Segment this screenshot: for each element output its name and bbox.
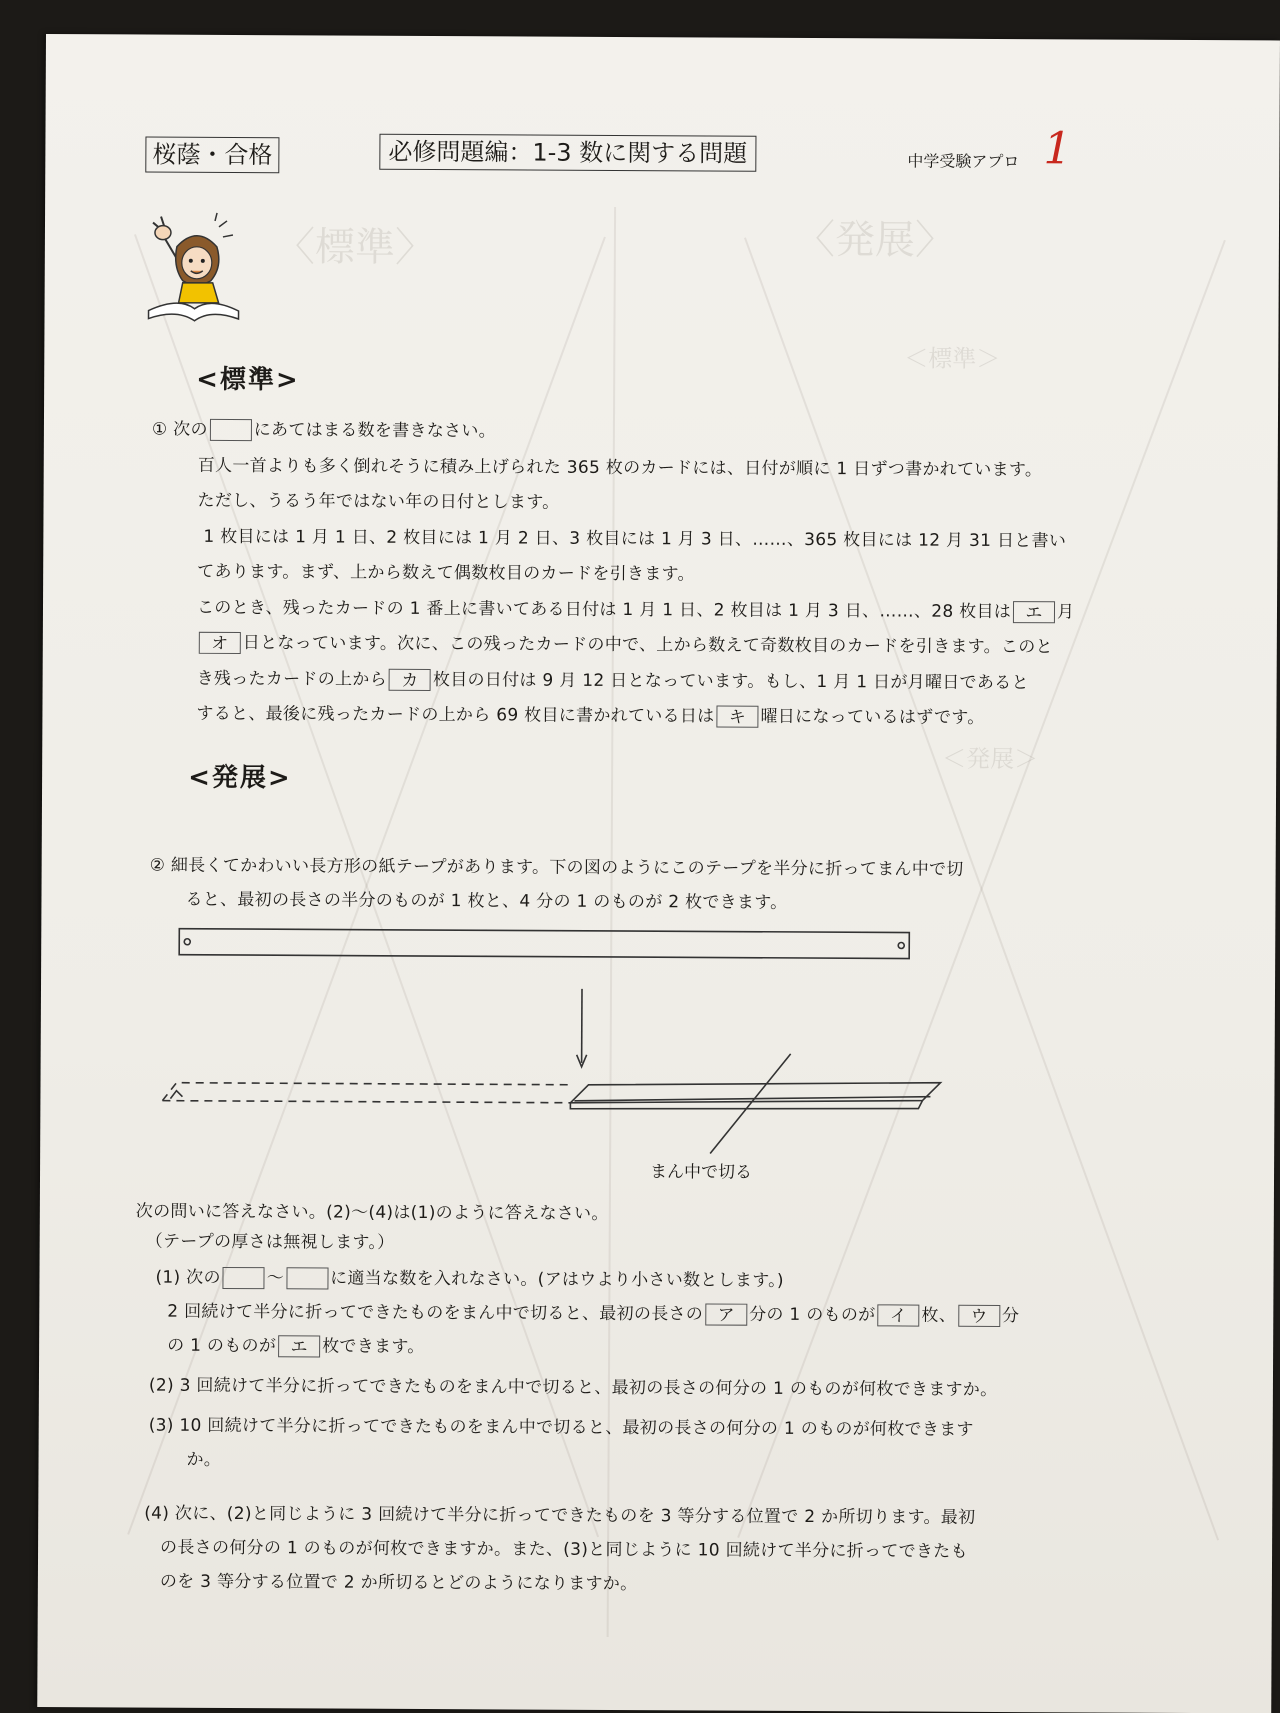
worksheet-page — [37, 34, 1280, 1713]
show-through-text: ＜発展＞ — [942, 739, 1038, 775]
answer-blank[interactable]: エ — [278, 1335, 320, 1357]
text-line — [197, 561, 695, 586]
text-line — [149, 1375, 998, 1401]
page-number: 1 — [1043, 123, 1071, 174]
show-through-text: ＜標準＞ — [904, 338, 1000, 374]
text-segment: 月 — [1057, 602, 1074, 622]
text-segment: き残ったカードの上から — [197, 668, 387, 689]
text-segment: 分の 1 のものが — [749, 1305, 875, 1326]
text-segment: 次の問いに答えなさい。(2)～(4)は(1)のように答えなさい。 — [136, 1201, 609, 1223]
text-segment: 日となっています。次に、この残ったカードの中で、上から数えて奇数枚目のカードを引きます。このと — [243, 633, 1053, 657]
text-line — [155, 1267, 784, 1292]
text-segment: (4) 次に、(2)と同じように 3 回続けて半分に折ってできたものを 3 等分する位置で 2 か所切ります。最初 — [144, 1504, 975, 1528]
text-line — [152, 419, 496, 443]
text-line — [203, 525, 1066, 552]
text-line — [197, 632, 1053, 658]
text-segment: ～ — [267, 1268, 284, 1288]
text-line — [146, 1231, 395, 1254]
text-line — [167, 1301, 1019, 1327]
tape-folding-figure — [150, 923, 991, 1197]
text-segment: (2) 3 回続けて半分に折ってできたものをまん中で切ると、最初の長さの何分の 1 のものが何枚できますか。 — [149, 1376, 998, 1400]
text-line — [136, 1200, 609, 1224]
text-line — [196, 703, 984, 729]
answer-blank[interactable]: キ — [716, 706, 758, 728]
text-segment: 枚目の日付は 9 月 12 日となっています。もし、1 月 1 日が月曜日であると — [433, 670, 1029, 693]
text-line — [198, 454, 1043, 480]
show-through-text: 〈発展〉 — [795, 208, 955, 266]
text-line — [197, 596, 1075, 623]
text-segment: 分 — [1002, 1306, 1019, 1326]
brand-name: 中学受験アプロ — [907, 149, 1019, 173]
text-line — [197, 667, 1029, 693]
text-line — [149, 1415, 974, 1441]
answer-blank[interactable]: ア — [705, 1303, 747, 1325]
text-segment: にあてはまる数を書きなさい。 — [254, 420, 496, 441]
text-line — [185, 889, 787, 914]
text-segment: てあります。まず、上から数えて偶数枚目のカードを引きます。 — [197, 562, 695, 585]
answer-blank[interactable] — [286, 1267, 328, 1289]
show-through-text: 〈標準〉 — [275, 215, 435, 273]
text-segment: (1) 次の — [155, 1268, 220, 1288]
text-segment: 百人一首よりも多く倒れそうに積み上げられた 365 枚のカードには、日付が順に 1 日ずつ書かれています。 — [198, 455, 1043, 479]
text-line — [167, 1335, 425, 1358]
text-segment: ① 次の — [152, 420, 208, 440]
text-line — [160, 1571, 638, 1596]
answer-blank[interactable]: カ — [389, 668, 431, 690]
section-heading-advanced: <発展> — [188, 757, 292, 795]
text-segment: (3) 10 回続けて半分に折ってできたものをまん中で切ると、最初の長さの何分の 1 のものが何枚できます — [149, 1416, 974, 1440]
text-segment: 曜日になっているはずです。 — [760, 707, 984, 728]
page-title: 必修問題編：1-3 数に関する問題 — [379, 134, 756, 172]
text-segment: 1 枚目には 1 月 1 日、2 枚目には 1 月 2 日、3 枚目には 1 月 3 日、……、365 枚目には 12 月 31 日と書い — [203, 526, 1066, 551]
text-segment: ると、最初の長さの半分のものが 1 枚と、4 分の 1 のものが 2 枚できます。 — [185, 890, 787, 913]
text-segment: に適当な数を入れなさい。(アはウより小さい数とします。) — [330, 1269, 784, 1291]
text-line — [160, 1537, 968, 1563]
text-segment: （テープの厚さは無視します。） — [146, 1232, 395, 1253]
text-segment: の長さの何分の 1 のものが何枚できますか。また、(3)と同じように 10 回続けて半分に折ってできたも — [160, 1538, 968, 1562]
section-heading-standard: <標準> — [196, 359, 300, 397]
answer-blank[interactable]: オ — [199, 632, 241, 654]
text-line — [150, 855, 964, 881]
text-line — [186, 1449, 221, 1471]
answer-blank[interactable] — [223, 1267, 265, 1289]
answer-blank[interactable]: イ — [877, 1304, 919, 1326]
text-segment: 枚できます。 — [322, 1336, 425, 1357]
text-segment: の 1 のものが — [167, 1336, 276, 1357]
text-segment: のを 3 等分する位置で 2 か所切るとどのようになりますか。 — [160, 1572, 638, 1595]
text-line — [198, 490, 560, 514]
answer-blank[interactable]: エ — [1013, 601, 1055, 623]
text-line — [144, 1503, 975, 1529]
school-label: 桜蔭・合格 — [145, 137, 279, 174]
text-segment: すると、最後に残ったカードの上から 69 枚目に書かれている日は — [196, 704, 714, 727]
text-segment: このとき、残ったカードの 1 番上に書いてある日付は 1 月 1 日、2 枚目は 1 月 3 日、……、28 枚目は — [197, 597, 1011, 621]
text-segment: 枚、 — [921, 1306, 956, 1326]
answer-blank[interactable]: ウ — [958, 1305, 1000, 1327]
text-segment: ② 細長くてかわいい長方形の紙テープがあります。下の図のようにこのテープを半分に折ってまん中で切 — [150, 856, 964, 880]
text-segment: か。 — [186, 1450, 221, 1470]
text-segment: ただし、うるう年ではない年の日付とします。 — [198, 491, 560, 513]
text-segment: 2 回続けて半分に折ってできたものをまん中で切ると、最初の長さの — [167, 1302, 703, 1325]
figure-caption: まん中で切る — [650, 1157, 752, 1183]
girl-reading-illustration — [142, 207, 243, 328]
answer-blank[interactable] — [210, 419, 252, 441]
